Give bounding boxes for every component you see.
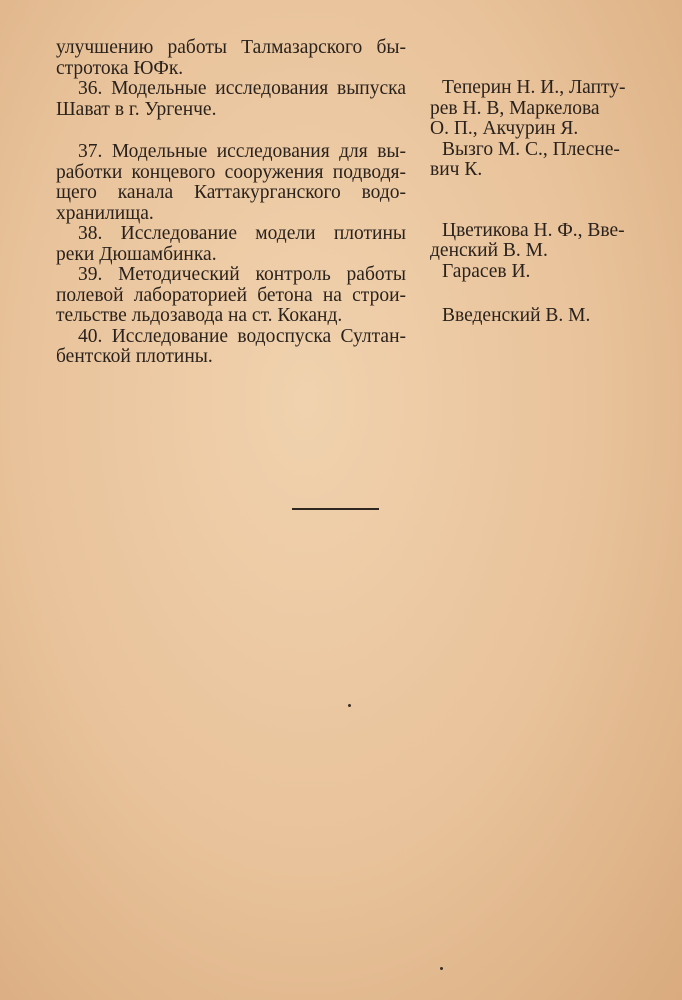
author-block-36 (430, 78, 630, 140)
topic-40 (56, 327, 406, 368)
author-block-38 (430, 221, 630, 262)
text-line: хранилища. (56, 202, 154, 224)
text-line: Гарасев И. (442, 260, 531, 282)
topic-continuation (56, 38, 406, 79)
paper-speck (440, 967, 443, 970)
authors-column (430, 78, 630, 327)
topics-column (56, 38, 406, 368)
text-line: 39. Методический контроль работы (78, 264, 406, 285)
text-line: полевой лабораторией бетона на строи- (56, 284, 406, 306)
text-line: стротока ЮФк. (56, 57, 184, 79)
author-block-39 (430, 262, 630, 283)
topic-36 (56, 79, 406, 120)
text-line: Теперин Н. И., Лапту- (442, 77, 626, 98)
text-line: бентской плотины. (56, 346, 213, 367)
text-line: тельстве льдозавода на ст. Коканд. (56, 305, 343, 326)
text-line: денский В. М. (430, 240, 548, 261)
text-line: вич К. (430, 159, 483, 180)
paper-speck (348, 704, 351, 707)
text-line: 40. Исследование водоспуска Султан- (78, 325, 406, 347)
author-block-37 (430, 140, 630, 181)
section-divider (292, 508, 379, 510)
text-line: 38. Исследование модели плотины (78, 223, 406, 244)
text-line: работки концевого сооружения подводя- (56, 161, 406, 183)
text-line: 37. Модельные исследования для вы- (78, 141, 406, 162)
topic-39 (56, 265, 406, 327)
text-line: щего канала Каттакурганского водо- (56, 182, 406, 203)
text-line: рев Н. В, Маркелова (430, 97, 600, 119)
text-line: Введенский В. М. (442, 305, 591, 326)
text-line: Шават в г. Ургенче. (56, 98, 217, 120)
topic-38 (56, 224, 406, 265)
author-block-40 (430, 306, 630, 327)
text-line: улучшению работы Талмазарского бы- (56, 37, 406, 58)
topic-37 (56, 142, 406, 224)
text-line: 36. Модельные исследования выпуска (78, 78, 406, 99)
text-line: О. П., Акчурин Я. (430, 118, 579, 139)
text-line: Цветикова Н. Ф., Вве- (442, 219, 625, 241)
text-line: реки Дюшамбинка. (56, 243, 217, 265)
text-line: Вызго М. С., Плесне- (442, 138, 620, 160)
